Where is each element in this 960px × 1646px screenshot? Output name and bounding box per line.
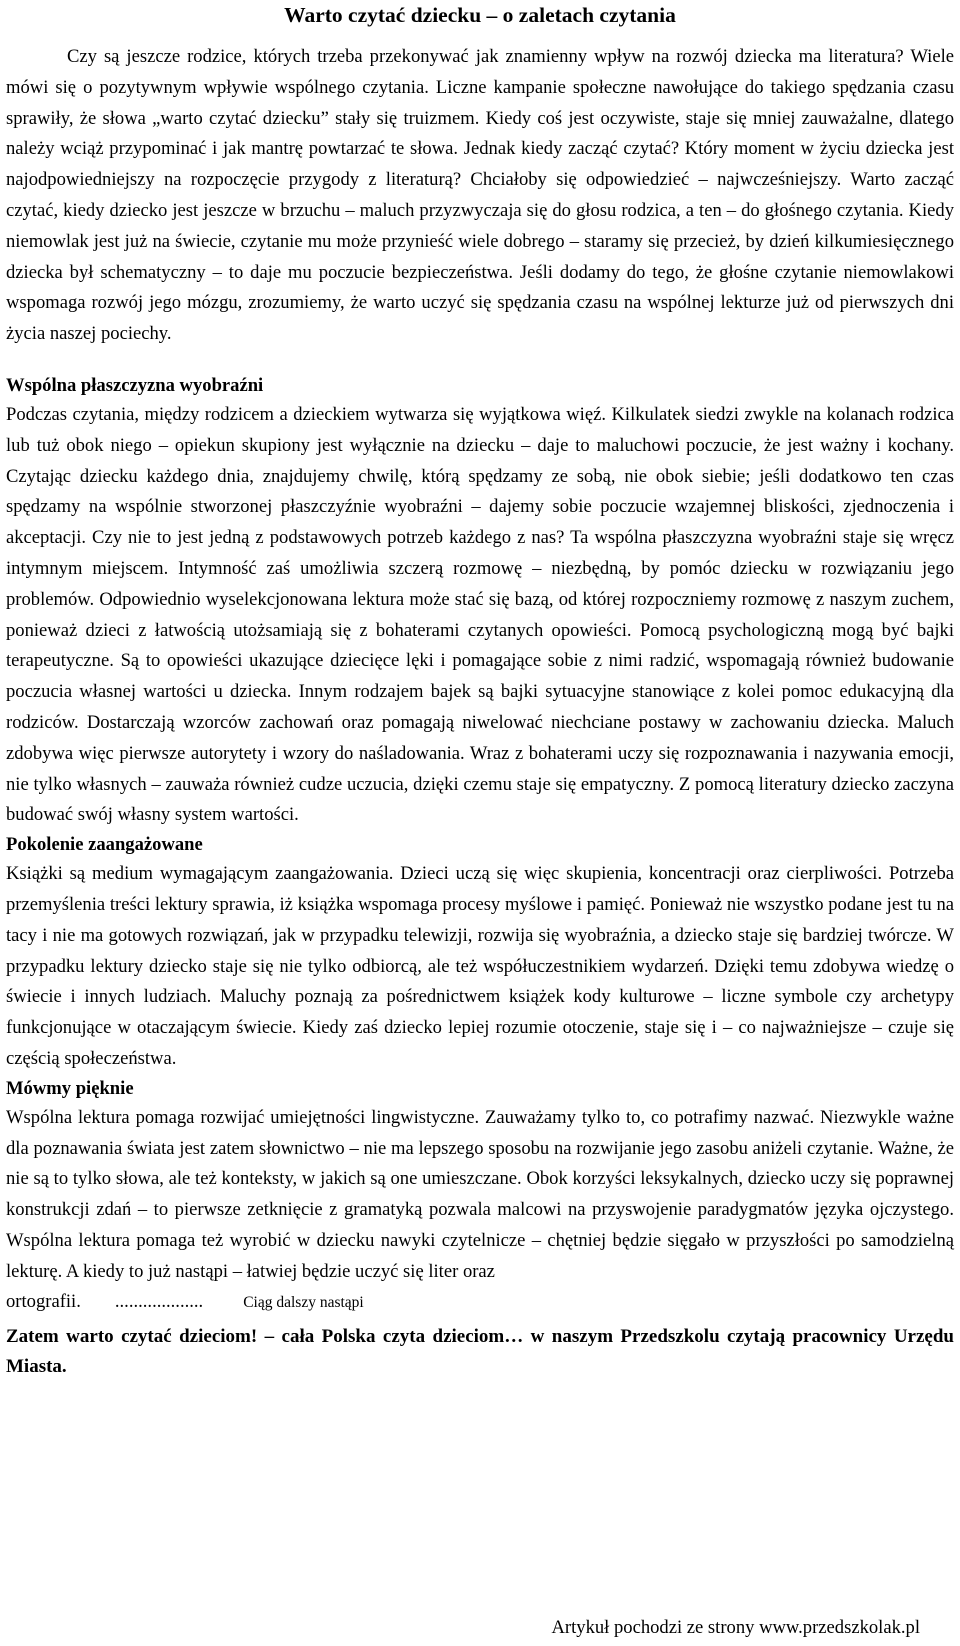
ellipsis-dots: ...................	[114, 1291, 204, 1313]
closing-statement: Zatem warto czytać dzieciom! – cała Polska czyta dzieciom… w naszym Przedszkolu czytają pracownicy Urzędu Miasta.	[6, 1326, 954, 1378]
section-body-wyobraznia: Podczas czytania, między rodzicem a dzieckiem wytwarza się wyjątkowa więź. Kilkulatek siedzi zwykle na kolanach rodzica lub tuż obok niego – opiekun skupiony jest wyłącznie na dziecku – daje to maluchowi poczucie, że jest ważny i kochany. Czytając dziecku każdego dnia, znajdujemy chwilę, którą spędzamy ze sobą, nie obok siebie; jeśli dodatkowo ten czas spędzamy na wspólnie stworzonej płaszczyźnie wyobraźni – dajemy sobie poczucie wzajemnej bliskości, zjednoczenia i akceptacji. Czy nie to jest jedną z podstawowych potrzeb każdego z nas? Ta wspólna płaszczyzna wyobraźni staje się wręcz intymnym miejscem. Intymność zaś umożliwia szczerą rozmowę – niezbędną, by pomóc dziecku w rozwiązaniu jego problemów. Odpowiednio wyselekcjonowana lektura może stać się bazą, od której rozpoczniemy rozmowę z naszym zuchem, ponieważ dzieci z łatwością utożsamiają się z bohaterami czytanych opowieści. Pomocą psychologiczną mogą być bajki terapeutyczne. Są to opowieści ukazujące dziecięce lęki i pomagające sobie z nimi radzić, wspomagają również budowanie poczucia własnej wartości u dziecka. Innym rodzajem bajek są bajki sytuacyjne stanowiące z kolei pomoc edukacyjną dla rodziców. Dostarczają wzorców zachowań oraz pomagają niwelować niechciane postawy w zachowaniu dziecka. Maluch zdobywa więc pierwsze autorytety i wzory do naśladowania. Wraz z bohaterami uczy się rozpoznawania i nazywania emocji, nie tylko własnych – zauważa również cudze uczucia, dzięki czemu staje się empatyczny. Z pomocą literatury dziecko zaczyna budować swój własny system wartości.	[6, 403, 954, 826]
section-heading-mowmy: Mówmy pięknie	[6, 1077, 134, 1099]
last-word: ortografii.	[6, 1291, 81, 1313]
continued-note: Ciąg dalszy nastąpi	[243, 1294, 364, 1312]
continuation-line	[6, 1287, 954, 1318]
section-body-mowmy: Wspólna lektura pomaga rozwijać umiejętności lingwistyczne. Zauważamy tylko to, co potrafimy nazwać. Niezwykle ważne dla poznawania świata jest zatem słownictwo – nie ma lepszego sposobu na rozwijanie jego zasobu aniżeli czytanie. Ważne, że nie są to tylko słowa, ale też konteksty, w jakich są one umieszczane. Obok korzyści leksykalnych, dziecko uczy się poprawnej konstrukcji zdań – to pierwsze zetknięcie z gramatyką pozwala malcowi na przyswojenie paradygmatów języka ojczystego. Wspólna lektura pomaga też wyrobić w dziecku nawyki czytelnicze – chętniej będzie sięgało w przyszłości po samodzielną lekturę. A kiedy to już nastąpi – łatwiej będzie uczyć się liter oraz	[6, 1106, 954, 1282]
document-title: Warto czytać dziecku – o zaletach czytania	[284, 3, 676, 27]
section-heading-wyobraznia: Wspólna płaszczyzna wyobraźni	[6, 374, 264, 396]
section-heading-pokolenie: Pokolenie zaangażowane	[6, 834, 203, 856]
intro-paragraph: Czy są jeszcze rodzice, których trzeba przekonywać jak znamienny wpływ na rozwój dziecka ma literatura? Wiele mówi się o pozytywnym wpływie wspólnego czytania. Liczne kampanie społeczne nawołujące do takiego spędzania czasu sprawiły, że słowa „warto czytać dziecku” stały się truizmem. Kiedy coś jest oczywiste, staje się mniej zauważalne, dlatego należy wciąż przypominać i jak mantrę powtarzać te słowa. Jednak kiedy zacząć czytać? Który moment w życiu dziecka jest najodpowiedniejszy na rozpoczęcie przygody z literaturą? Chciałoby się odpowiedzieć – najwcześniejszy. Warto zacząć czytać, kiedy dziecko jest jeszcze w brzuchu – maluch przyzwyczaja się do głosu rodzica, a ten – do głośnego czytania. Kiedy niemowlak jest już na świecie, czytanie mu może przynieść wiele dobrego – staramy się przecież, by dzień kilkumiesięcznego dziecka był schematyczny – to daje mu poczucie bezpieczeństwa. Jeśli dodamy do tego, że głośne czytanie niemowlakowi wspomaga rozwój jego mózgu, zrozumiemy, że warto uczyć się spędzania czasu na wspólnej lekturze już od pierwszych dni życia naszej pociechy.	[6, 46, 954, 345]
document-page	[6, 0, 954, 1382]
section-body-pokolenie: Książki są medium wymagającym zaangażowania. Dzieci uczą się więc skupienia, koncentracji oraz cierpliwości. Potrzeba przemyślenia treści lektury sprawia, iż książka wspomaga procesy myślowe i pamięć. Ponieważ nie wszystko podane jest tu na tacy i nie ma gotowych rozwiązań, jak w przypadku telewizji, rozwija się wyobraźnia, a dziecko staje się bardziej twórcze. W przypadku lektury dziecko staje się nie tylko odbiorcą, ale też współuczestnikiem wydarzeń. Dzięki temu zdobywa wiedzę o świecie i innych ludziach. Maluchy poznają za pośrednictwem książek kody kulturowe – liczne symbole czy archetypy funkcjonujące w otaczającym świecie. Kiedy zaś dziecko lepiej rozumie otoczenie, staje się i – co najważniejsze – czuje się częścią społeczeństwa.	[6, 863, 954, 1069]
source-footer: Artykuł pochodzi ze strony www.przedszkolak.pl	[551, 1617, 920, 1638]
